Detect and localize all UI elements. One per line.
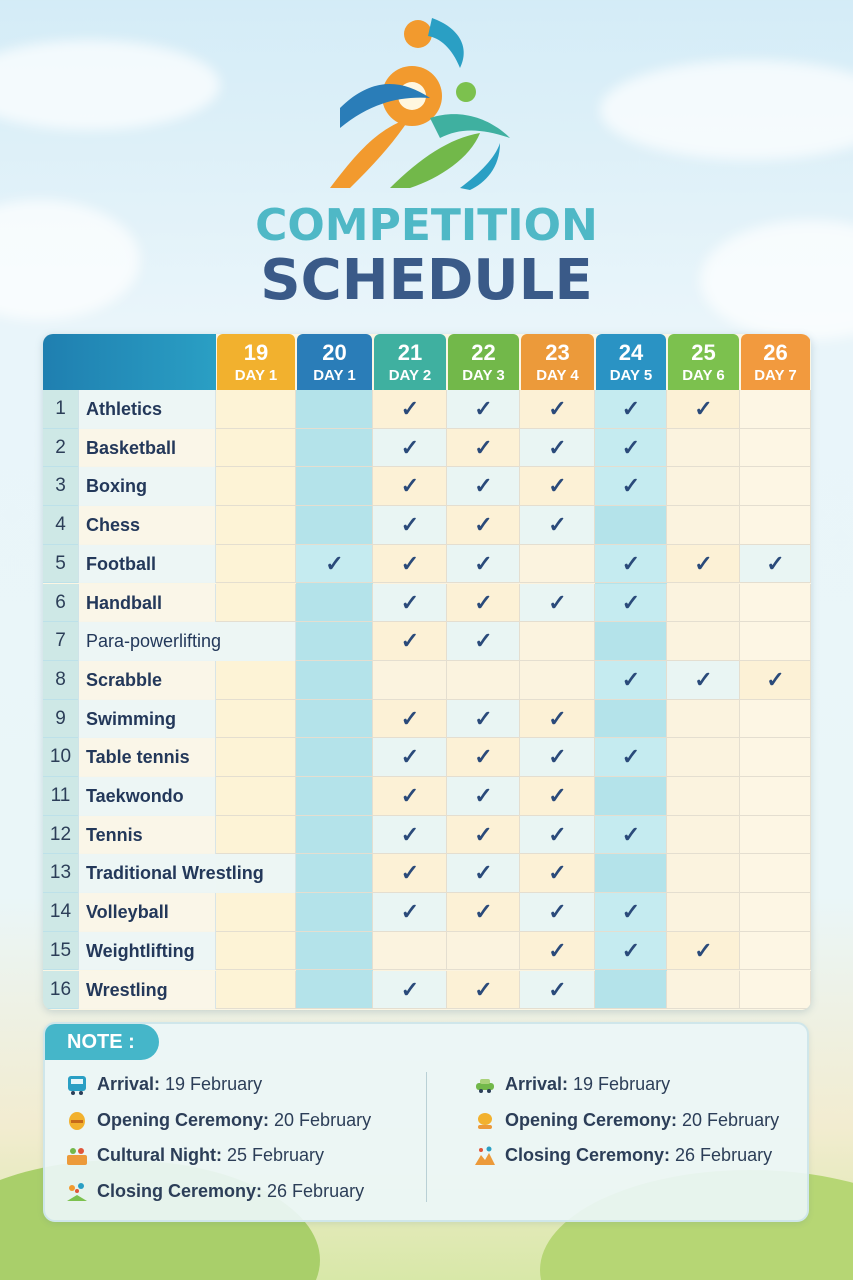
- row-number: 7: [43, 622, 79, 661]
- sport-name: Chess: [79, 506, 216, 545]
- schedule-cell: [667, 506, 740, 545]
- check-mark-icon: ✓: [474, 512, 493, 538]
- schedule-cell: [740, 932, 811, 971]
- day-label: DAY 2: [388, 367, 432, 384]
- check-mark-icon: ✓: [474, 744, 493, 770]
- schedule-cell: [520, 661, 595, 700]
- check-mark-icon: ✓: [474, 550, 493, 576]
- note-item: [65, 1178, 364, 1204]
- check-mark-icon: ✓: [400, 705, 420, 731]
- schedule-cell: [740, 390, 811, 429]
- schedule-cell: [740, 467, 811, 506]
- check-mark-icon: ✓: [400, 744, 420, 770]
- schedule-cell: [740, 506, 811, 545]
- day-date: 21: [397, 340, 423, 365]
- note-item: [65, 1071, 262, 1097]
- row-number: 8: [43, 661, 79, 700]
- schedule-cell: [296, 893, 373, 932]
- schedule-cell: [216, 584, 296, 623]
- schedule-cell: [667, 971, 740, 1010]
- schedule-cell: [296, 390, 373, 429]
- stage-icon: [473, 1145, 497, 1167]
- row-number: 15: [43, 932, 79, 971]
- schedule-cell: [296, 584, 373, 623]
- day-date: 22: [471, 340, 496, 365]
- schedule-cell: [216, 932, 296, 971]
- schedule-cell: [667, 854, 740, 893]
- row-number: 11: [43, 777, 79, 816]
- check-mark-icon: ✓: [621, 550, 641, 576]
- note-value: 26 February: [262, 1180, 365, 1201]
- check-mark-icon: ✓: [548, 744, 567, 770]
- check-mark-icon: ✓: [621, 473, 641, 499]
- row-number: 5: [43, 545, 79, 584]
- schedule-cell: [595, 700, 667, 739]
- check-mark-icon: ✓: [548, 512, 567, 538]
- schedule-cell: [740, 854, 811, 893]
- note-key: Arrival:: [505, 1074, 569, 1094]
- sport-name: Boxing: [79, 467, 216, 506]
- trophy-icon: [473, 1110, 497, 1132]
- sport-name: Taekwondo: [79, 777, 216, 816]
- title-schedule: SCHEDULE: [260, 248, 593, 313]
- day-date: 26: [763, 340, 788, 365]
- check-mark-icon: ✓: [474, 396, 493, 421]
- note-item: [473, 1107, 779, 1133]
- sport-logo: [320, 8, 520, 193]
- schedule-cell: [667, 584, 740, 623]
- schedule-cell: [296, 971, 373, 1010]
- note-value: 20 February: [269, 1109, 372, 1130]
- check-mark-icon: ✓: [694, 550, 713, 576]
- note-panel: [43, 1022, 809, 1222]
- schedule-cell: [740, 700, 811, 739]
- check-mark-icon: ✓: [474, 628, 493, 654]
- sport-name: Athletics: [79, 390, 216, 429]
- check-mark-icon: ✓: [621, 937, 641, 963]
- check-mark-icon: ✓: [766, 550, 785, 576]
- note-label: NOTE :: [45, 1024, 159, 1060]
- check-mark-icon: ✓: [548, 899, 567, 925]
- background-cloud: [600, 60, 853, 160]
- check-mark-icon: ✓: [548, 860, 567, 886]
- schedule-cell: [740, 816, 811, 855]
- fireworks-icon: [65, 1181, 89, 1203]
- torch-icon: [65, 1110, 89, 1132]
- check-mark-icon: ✓: [548, 705, 567, 731]
- day-header-24: [596, 334, 666, 390]
- note-divider: [426, 1072, 427, 1202]
- check-mark-icon: ✓: [694, 396, 713, 421]
- sport-name: Weightlifting: [79, 932, 216, 971]
- schedule-cell: [296, 816, 373, 855]
- row-number: 13: [43, 854, 79, 893]
- check-mark-icon: ✓: [621, 589, 641, 615]
- row-number: 10: [43, 738, 79, 777]
- check-mark-icon: ✓: [400, 434, 420, 460]
- note-value: 20 February: [677, 1109, 780, 1130]
- schedule-cell: [740, 893, 811, 932]
- check-mark-icon: ✓: [400, 783, 420, 808]
- row-number: 9: [43, 700, 79, 739]
- sport-name: Traditional Wrestling: [79, 854, 296, 893]
- schedule-cell: [740, 777, 811, 816]
- schedule-cell: [595, 854, 667, 893]
- schedule-table: [43, 334, 811, 1010]
- row-number: 4: [43, 506, 79, 545]
- schedule-cell: [216, 661, 296, 700]
- check-mark-icon: ✓: [621, 396, 641, 421]
- day-label: DAY 4: [536, 367, 579, 384]
- schedule-cell: [296, 932, 373, 971]
- schedule-cell: [216, 506, 296, 545]
- schedule-cell: [296, 777, 373, 816]
- check-mark-icon: ✓: [474, 976, 493, 1002]
- schedule-cell: [447, 661, 520, 700]
- sport-name: Handball: [79, 584, 216, 623]
- check-mark-icon: ✓: [621, 899, 641, 925]
- day-header-23: [521, 334, 594, 390]
- schedule-cell: [667, 467, 740, 506]
- note-value: 25 February: [221, 1145, 325, 1165]
- note-value: 19 February: [160, 1074, 263, 1094]
- check-mark-icon: ✓: [474, 589, 493, 615]
- schedule-cell: [216, 545, 296, 584]
- day-label: DAY 6: [682, 367, 725, 384]
- note-key: Opening Ceremony:: [97, 1109, 270, 1130]
- check-mark-icon: ✓: [621, 666, 641, 692]
- note-item: [65, 1142, 324, 1168]
- check-mark-icon: ✓: [400, 976, 420, 1002]
- check-mark-icon: ✓: [474, 899, 493, 925]
- schedule-cell: [667, 893, 740, 932]
- schedule-cell: [595, 971, 667, 1010]
- day-header-22: [448, 334, 519, 390]
- schedule-cell: [520, 622, 595, 661]
- check-mark-icon: ✓: [400, 396, 420, 421]
- schedule-cell: [520, 545, 595, 584]
- day-date: 20: [322, 340, 347, 365]
- day-header-20: [297, 334, 372, 390]
- day-date: 24: [618, 340, 644, 365]
- schedule-cell: [740, 971, 811, 1010]
- day-header-19: [217, 334, 295, 390]
- schedule-cell: [667, 429, 740, 468]
- schedule-cell: [740, 738, 811, 777]
- day-header-25: [668, 334, 739, 390]
- sport-name: Tennis: [79, 816, 216, 855]
- sport-name: Football: [79, 545, 216, 584]
- day-date: 25: [691, 340, 716, 365]
- row-number: 16: [43, 971, 79, 1010]
- schedule-cell: [740, 622, 811, 661]
- check-mark-icon: ✓: [548, 976, 567, 1002]
- check-mark-icon: ✓: [548, 589, 567, 615]
- schedule-cell: [216, 700, 296, 739]
- row-number: 1: [43, 390, 79, 429]
- check-mark-icon: ✓: [474, 705, 493, 731]
- check-mark-icon: ✓: [400, 589, 420, 615]
- drum-icon: [65, 1145, 89, 1167]
- schedule-cell: [447, 932, 520, 971]
- check-mark-icon: ✓: [474, 434, 493, 460]
- note-item: [473, 1142, 772, 1168]
- day-date: 23: [545, 340, 570, 365]
- schedule-cell: [296, 700, 373, 739]
- check-mark-icon: ✓: [400, 899, 420, 925]
- row-number: 14: [43, 893, 79, 932]
- day-header-21: [374, 334, 446, 390]
- check-mark-icon: ✓: [474, 783, 493, 808]
- schedule-cell: [373, 661, 447, 700]
- check-mark-icon: ✓: [325, 550, 344, 576]
- check-mark-icon: ✓: [400, 550, 420, 576]
- note-key: Closing Ceremony:: [505, 1145, 671, 1165]
- sport-name: Basketball: [79, 429, 216, 468]
- schedule-cell: [216, 777, 296, 816]
- check-mark-icon: ✓: [694, 666, 713, 692]
- sport-name: Table tennis: [79, 738, 216, 777]
- schedule-cell: [216, 893, 296, 932]
- day-label: DAY 1: [313, 367, 356, 384]
- table-header-corner: [43, 334, 216, 390]
- check-mark-icon: ✓: [694, 937, 713, 963]
- background-cloud: [0, 40, 220, 130]
- sport-name: Scrabble: [79, 661, 216, 700]
- check-mark-icon: ✓: [400, 821, 420, 847]
- schedule-cell: [740, 429, 811, 468]
- sport-name: Swimming: [79, 700, 216, 739]
- note-key: Opening Ceremony:: [505, 1109, 678, 1130]
- schedule-cell: [296, 429, 373, 468]
- check-mark-icon: ✓: [621, 821, 641, 847]
- note-item: [473, 1071, 670, 1097]
- schedule-cell: [216, 429, 296, 468]
- schedule-cell: [296, 622, 373, 661]
- schedule-cell: [595, 622, 667, 661]
- schedule-cell: [373, 932, 447, 971]
- schedule-cell: [296, 467, 373, 506]
- row-number: 2: [43, 429, 79, 468]
- schedule-cell: [667, 738, 740, 777]
- check-mark-icon: ✓: [474, 821, 493, 847]
- note-value: 19 February: [568, 1074, 671, 1094]
- schedule-cell: [296, 854, 373, 893]
- row-number: 6: [43, 584, 79, 623]
- check-mark-icon: ✓: [474, 473, 493, 499]
- check-mark-icon: ✓: [621, 434, 641, 460]
- sport-name: Wrestling: [79, 971, 216, 1010]
- day-date: 19: [243, 340, 269, 365]
- schedule-cell: [216, 816, 296, 855]
- schedule-cell: [216, 390, 296, 429]
- check-mark-icon: ✓: [400, 473, 420, 499]
- note-key: Cultural Night:: [97, 1145, 222, 1165]
- check-mark-icon: ✓: [548, 821, 567, 847]
- check-mark-icon: ✓: [548, 434, 567, 460]
- bus-icon: [65, 1074, 89, 1096]
- check-mark-icon: ✓: [548, 937, 567, 963]
- check-mark-icon: ✓: [548, 473, 567, 499]
- schedule-cell: [216, 738, 296, 777]
- schedule-cell: [296, 738, 373, 777]
- day-label: DAY 7: [754, 367, 797, 384]
- schedule-cell: [667, 816, 740, 855]
- title-competition: COMPETITION: [255, 200, 598, 251]
- sport-name: Para-powerlifting: [79, 622, 296, 661]
- schedule-cell: [296, 506, 373, 545]
- check-mark-icon: ✓: [766, 666, 785, 692]
- check-mark-icon: ✓: [400, 860, 420, 886]
- row-number: 12: [43, 816, 79, 855]
- check-mark-icon: ✓: [400, 512, 420, 538]
- row-number: 3: [43, 467, 79, 506]
- schedule-cell: [740, 584, 811, 623]
- schedule-cell: [296, 661, 373, 700]
- note-value: 26 February: [670, 1145, 773, 1165]
- day-label: DAY 3: [462, 367, 505, 384]
- schedule-cell: [667, 622, 740, 661]
- note-item: [65, 1107, 371, 1133]
- car-icon: [473, 1074, 497, 1096]
- note-key: Closing Ceremony:: [97, 1180, 263, 1201]
- check-mark-icon: ✓: [548, 396, 567, 421]
- schedule-cell: [216, 971, 296, 1010]
- schedule-cell: [667, 700, 740, 739]
- check-mark-icon: ✓: [548, 783, 567, 808]
- check-mark-icon: ✓: [400, 628, 420, 654]
- day-label: DAY 1: [234, 367, 278, 384]
- schedule-cell: [216, 467, 296, 506]
- day-header-26: [741, 334, 810, 390]
- sport-name: Volleyball: [79, 893, 216, 932]
- schedule-cell: [595, 506, 667, 545]
- check-mark-icon: ✓: [474, 860, 493, 886]
- day-label: DAY 5: [609, 367, 653, 384]
- check-mark-icon: ✓: [621, 744, 641, 770]
- schedule-cell: [595, 777, 667, 816]
- note-key: Arrival:: [97, 1074, 161, 1094]
- schedule-cell: [667, 777, 740, 816]
